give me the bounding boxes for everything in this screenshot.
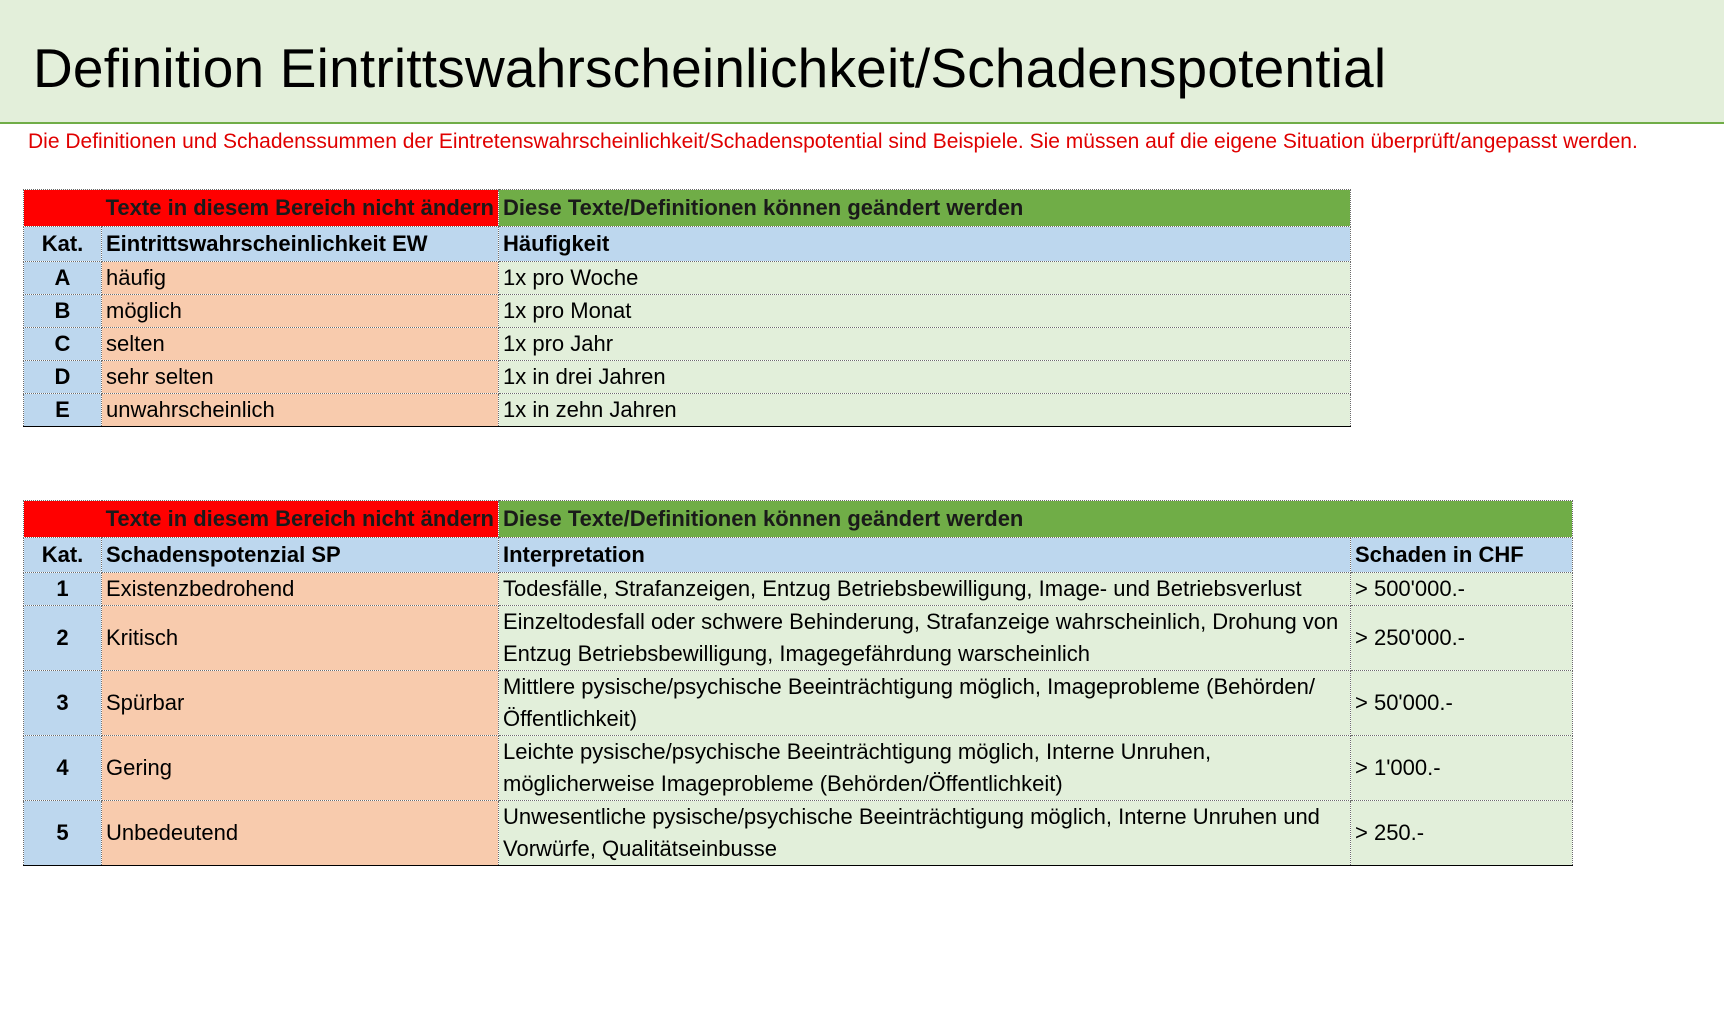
row-damage-chf[interactable]: > 250.-	[1351, 801, 1573, 866]
row-damage-potential[interactable]: Gering	[102, 736, 499, 801]
row-damage-potential[interactable]: Spürbar	[102, 671, 499, 736]
row-damage-potential[interactable]: Existenzbedrohend	[102, 573, 499, 606]
row-probability[interactable]: selten	[102, 328, 499, 361]
table-row	[24, 328, 1351, 361]
locked-area-label: Texte in diesem Bereich nicht ändern	[24, 501, 499, 538]
row-kat: D	[24, 361, 102, 394]
row-kat: A	[24, 262, 102, 295]
header-damage-chf: Schaden in CHF	[1351, 538, 1573, 573]
row-kat: 3	[24, 671, 102, 736]
table-header	[24, 227, 1351, 262]
row-kat: B	[24, 295, 102, 328]
row-damage-chf[interactable]: > 500'000.-	[1351, 573, 1573, 606]
table-row	[24, 801, 1573, 866]
header-interpretation: Interpretation	[499, 538, 1351, 573]
row-kat: 2	[24, 606, 102, 671]
row-frequency[interactable]: 1x pro Woche	[499, 262, 1351, 295]
table-row	[24, 736, 1573, 801]
row-damage-potential[interactable]: Kritisch	[102, 606, 499, 671]
table-band	[24, 501, 1573, 538]
table-band	[24, 190, 1351, 227]
row-damage-potential[interactable]: Unbedeutend	[102, 801, 499, 866]
row-kat: 1	[24, 573, 102, 606]
row-damage-chf[interactable]: > 50'000.-	[1351, 671, 1573, 736]
row-frequency[interactable]: 1x in zehn Jahren	[499, 394, 1351, 427]
header-kat: Kat.	[24, 227, 102, 262]
row-interpretation[interactable]: Todesfälle, Strafanzeigen, Entzug Betriebsbewilligung, Image- und Betriebsverlust	[499, 573, 1351, 606]
title-bar	[0, 0, 1724, 124]
row-probability[interactable]: unwahrscheinlich	[102, 394, 499, 427]
editable-area-label: Diese Texte/Definitionen können geändert werden	[499, 190, 1351, 227]
row-frequency[interactable]: 1x in drei Jahren	[499, 361, 1351, 394]
header-frequency: Häufigkeit	[499, 227, 1351, 262]
row-kat: E	[24, 394, 102, 427]
table-row	[24, 573, 1573, 606]
row-interpretation[interactable]: Unwesentliche pysische/psychische Beeinträchtigung möglich, Interne Unruhen und Vorwürfe, Qualitätseinbusse	[499, 801, 1351, 866]
row-frequency[interactable]: 1x pro Monat	[499, 295, 1351, 328]
locked-area-label: Texte in diesem Bereich nicht ändern	[24, 190, 499, 227]
row-kat: 4	[24, 736, 102, 801]
table-row	[24, 262, 1351, 295]
row-interpretation[interactable]: Leichte pysische/psychische Beeinträchtigung möglich, Interne Unruhen, möglicherweise Imageprobleme (Behörden/Öffentlichkeit)	[499, 736, 1351, 801]
damage-potential-table	[23, 500, 1573, 866]
table-row	[24, 606, 1573, 671]
header-damage-potential: Schadenspotenzial SP	[102, 538, 499, 573]
header-kat: Kat.	[24, 538, 102, 573]
disclaimer-note: Die Definitionen und Schadenssummen der Eintretenswahrscheinlichkeit/Schadenspotential sind Beispiele. Sie müssen auf die eigene Situation überprüft/angepasst werden.	[28, 130, 1638, 153]
header-probability: Eintrittswahrscheinlichkeit EW	[102, 227, 499, 262]
probability-table	[23, 189, 1351, 427]
row-kat: C	[24, 328, 102, 361]
table-row	[24, 671, 1573, 736]
page-title: Definition Eintrittswahrscheinlichkeit/Schadenspotential	[33, 37, 1387, 99]
row-probability[interactable]: häufig	[102, 262, 499, 295]
table-row	[24, 361, 1351, 394]
row-damage-chf[interactable]: > 1'000.-	[1351, 736, 1573, 801]
table-row	[24, 394, 1351, 427]
row-probability[interactable]: sehr selten	[102, 361, 499, 394]
row-probability[interactable]: möglich	[102, 295, 499, 328]
row-interpretation[interactable]: Einzeltodesfall oder schwere Behinderung, Strafanzeige wahrscheinlich, Drohung von Entzug Betriebsbewilligung, Imagegefährdung warscheinlich	[499, 606, 1351, 671]
table-header	[24, 538, 1573, 573]
row-damage-chf[interactable]: > 250'000.-	[1351, 606, 1573, 671]
editable-area-label: Diese Texte/Definitionen können geändert werden	[499, 501, 1573, 538]
row-frequency[interactable]: 1x pro Jahr	[499, 328, 1351, 361]
table-row	[24, 295, 1351, 328]
row-kat: 5	[24, 801, 102, 866]
row-interpretation[interactable]: Mittlere pysische/psychische Beeinträchtigung möglich, Imageprobleme (Behörden/Öffentlichkeit)	[499, 671, 1351, 736]
